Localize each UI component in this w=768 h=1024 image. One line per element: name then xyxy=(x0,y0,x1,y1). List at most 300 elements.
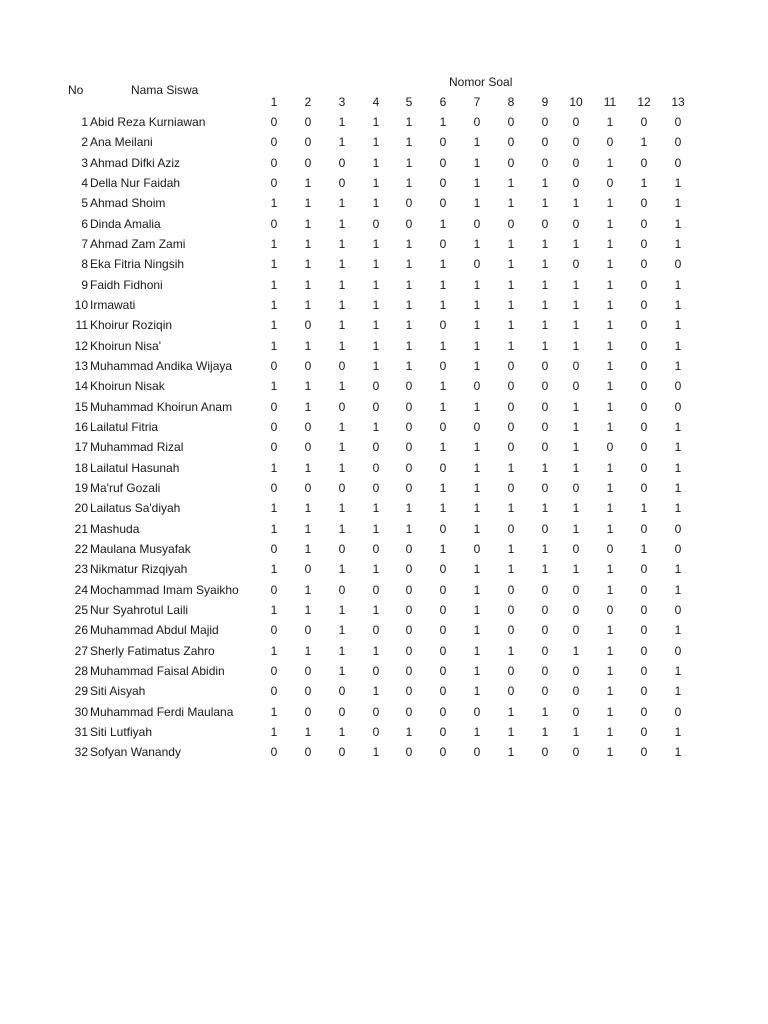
student-name: Sofyan Wanandy xyxy=(90,745,181,760)
score-cell: 1 xyxy=(473,602,481,617)
score-cell: 0 xyxy=(674,704,682,719)
score-cell: 0 xyxy=(541,643,549,658)
score-cell: 0 xyxy=(572,684,580,699)
score-cell: 1 xyxy=(439,379,447,394)
score-cell: 0 xyxy=(304,318,312,333)
score-cell: 1 xyxy=(439,216,447,231)
score-cell: 1 xyxy=(674,216,682,231)
score-cell: 1 xyxy=(473,277,481,292)
score-cell: 0 xyxy=(572,257,580,272)
score-cell: 0 xyxy=(439,359,447,373)
score-cell: 0 xyxy=(372,663,380,678)
score-cell: 1 xyxy=(338,501,346,516)
score-cell: 0 xyxy=(304,745,312,760)
score-cell: 1 xyxy=(541,176,549,190)
score-cell: 1 xyxy=(572,338,580,353)
table-row xyxy=(0,724,768,744)
score-cell: 1 xyxy=(439,298,447,312)
student-name: Ana Meilani xyxy=(90,135,153,150)
score-cell: 1 xyxy=(473,643,481,658)
score-cell: 0 xyxy=(372,399,380,414)
student-name: Ahmad Difki Aziz xyxy=(90,155,181,170)
question-number-header: 3 xyxy=(338,95,346,109)
student-number: 6 xyxy=(81,216,88,231)
table-row xyxy=(0,704,768,724)
score-cell: 1 xyxy=(372,359,380,373)
score-cell: 0 xyxy=(439,704,447,719)
score-cell: 0 xyxy=(304,359,312,373)
score-cell: 1 xyxy=(304,216,312,231)
score-cell: 0 xyxy=(439,176,447,190)
student-name: Khoirur Roziqin xyxy=(90,318,173,333)
score-cell: 0 xyxy=(640,684,648,699)
score-cell: 0 xyxy=(372,440,380,455)
student-number: 15 xyxy=(74,399,88,414)
score-cell: 0 xyxy=(439,643,447,658)
score-cell: 1 xyxy=(372,196,380,211)
score-cell: 0 xyxy=(572,704,580,719)
student-number: 21 xyxy=(74,521,88,536)
score-cell: 1 xyxy=(541,318,549,333)
question-number-header: 11 xyxy=(603,95,617,109)
score-cell: 1 xyxy=(405,359,413,373)
score-cell: 0 xyxy=(270,216,278,231)
score-cell: 1 xyxy=(674,318,682,333)
score-cell: 1 xyxy=(606,501,614,516)
score-cell: 1 xyxy=(541,257,549,272)
score-cell: 1 xyxy=(674,298,682,312)
score-cell: 1 xyxy=(304,257,312,272)
score-cell: 1 xyxy=(338,257,346,272)
score-cell: 0 xyxy=(372,704,380,719)
score-cell: 0 xyxy=(640,277,648,292)
score-cell: 1 xyxy=(439,277,447,292)
score-cell: 1 xyxy=(473,176,481,190)
score-cell: 0 xyxy=(507,684,515,699)
score-cell: 0 xyxy=(541,480,549,495)
score-cell: 1 xyxy=(606,196,614,211)
table-row xyxy=(0,338,768,358)
score-cell: 0 xyxy=(473,704,481,719)
score-cell: 1 xyxy=(507,643,515,658)
student-name: Lailatul Hasunah xyxy=(90,460,180,475)
score-cell: 1 xyxy=(473,338,481,353)
score-cell: 1 xyxy=(473,480,481,495)
table-row xyxy=(0,602,768,622)
table-row xyxy=(0,175,768,195)
score-cell: 1 xyxy=(541,196,549,211)
score-cell: 0 xyxy=(541,684,549,699)
question-number-header: 8 xyxy=(507,95,515,109)
score-cell: 1 xyxy=(270,521,278,536)
score-cell: 0 xyxy=(640,359,648,373)
score-cell: 0 xyxy=(541,663,549,678)
score-cell: 1 xyxy=(606,338,614,353)
score-cell: 1 xyxy=(640,501,648,516)
score-cell: 0 xyxy=(405,663,413,678)
score-cell: 0 xyxy=(338,480,346,495)
score-cell: 1 xyxy=(572,399,580,414)
score-cell: 0 xyxy=(405,643,413,658)
score-cell: 0 xyxy=(606,602,614,617)
score-cell: 1 xyxy=(473,684,481,699)
score-cell: 0 xyxy=(507,582,515,597)
table-row xyxy=(0,155,768,175)
score-cell: 1 xyxy=(372,684,380,699)
score-cell: 0 xyxy=(304,440,312,455)
score-cell: 1 xyxy=(372,643,380,658)
table-row xyxy=(0,622,768,642)
score-cell: 0 xyxy=(270,745,278,760)
score-cell: 1 xyxy=(270,460,278,475)
score-cell: 0 xyxy=(405,419,413,434)
score-cell: 1 xyxy=(405,724,413,739)
score-cell: 1 xyxy=(606,155,614,170)
score-cell: 1 xyxy=(606,277,614,292)
score-cell: 1 xyxy=(507,562,515,577)
score-cell: 0 xyxy=(640,745,648,760)
table-row xyxy=(0,399,768,419)
score-cell: 1 xyxy=(572,196,580,211)
score-cell: 0 xyxy=(372,724,380,739)
score-cell: 1 xyxy=(572,501,580,516)
score-cell: 1 xyxy=(372,155,380,170)
score-cell: 1 xyxy=(338,643,346,658)
student-number: 16 xyxy=(74,419,88,434)
score-cell: 1 xyxy=(405,237,413,251)
table-row xyxy=(0,195,768,215)
table-row xyxy=(0,480,768,500)
score-cell: 1 xyxy=(674,237,682,251)
score-cell: 1 xyxy=(507,501,515,516)
score-cell: 1 xyxy=(507,298,515,312)
score-cell: 1 xyxy=(405,277,413,292)
score-cell: 1 xyxy=(304,338,312,353)
score-cell: 0 xyxy=(372,541,380,556)
score-cell: 1 xyxy=(304,541,312,556)
question-number-header: 12 xyxy=(637,95,651,109)
score-cell: 1 xyxy=(338,419,346,434)
score-cell: 1 xyxy=(541,460,549,475)
score-cell: 1 xyxy=(338,298,346,312)
score-cell: 1 xyxy=(541,237,549,251)
score-cell: 1 xyxy=(372,277,380,292)
score-cell: 0 xyxy=(405,704,413,719)
score-cell: 1 xyxy=(606,521,614,536)
score-cell: 0 xyxy=(439,724,447,739)
score-cell: 1 xyxy=(405,176,413,190)
score-cell: 1 xyxy=(338,602,346,617)
score-cell: 1 xyxy=(338,460,346,475)
score-cell: 1 xyxy=(439,541,447,556)
score-cell: 1 xyxy=(674,745,682,760)
score-cell: 0 xyxy=(640,155,648,170)
score-cell: 0 xyxy=(674,541,682,556)
score-cell: 0 xyxy=(270,176,278,190)
score-cell: 1 xyxy=(338,135,346,150)
student-number: 2 xyxy=(81,135,88,150)
score-cell: 1 xyxy=(572,460,580,475)
student-name: Mochammad Imam Syaikho xyxy=(90,582,239,597)
score-cell: 0 xyxy=(372,216,380,231)
score-cell: 1 xyxy=(338,562,346,577)
score-cell: 1 xyxy=(338,379,346,394)
score-cell: 1 xyxy=(304,724,312,739)
score-cell: 1 xyxy=(405,521,413,536)
score-cell: 0 xyxy=(304,623,312,638)
student-name: Siti Aisyah xyxy=(90,684,146,699)
score-cell: 1 xyxy=(338,623,346,638)
score-cell: 1 xyxy=(338,277,346,292)
student-name: Ma'ruf Gozali xyxy=(90,480,161,495)
question-number-header: 4 xyxy=(372,95,380,109)
score-cell: 1 xyxy=(304,582,312,597)
score-cell: 1 xyxy=(405,318,413,333)
score-cell: 1 xyxy=(606,562,614,577)
score-cell: 1 xyxy=(270,704,278,719)
column-group-header-question-number: Nomor Soal xyxy=(449,75,513,89)
score-cell: 0 xyxy=(439,521,447,536)
score-cell: 0 xyxy=(338,745,346,760)
table-row xyxy=(0,500,768,520)
score-cell: 1 xyxy=(372,176,380,190)
score-cell: 0 xyxy=(439,196,447,211)
student-number: 20 xyxy=(74,501,88,516)
student-name: Nur Syahrotul Laili xyxy=(90,602,189,617)
score-cell: 1 xyxy=(507,704,515,719)
score-cell: 1 xyxy=(405,501,413,516)
score-cell: 1 xyxy=(606,298,614,312)
score-cell: 0 xyxy=(674,155,682,170)
score-cell: 0 xyxy=(405,440,413,455)
score-cell: 1 xyxy=(674,582,682,597)
student-number: 11 xyxy=(75,318,88,333)
student-number: 25 xyxy=(74,602,88,617)
score-cell: 1 xyxy=(439,501,447,516)
score-cell: 1 xyxy=(304,460,312,475)
score-cell: 1 xyxy=(304,379,312,394)
score-cell: 0 xyxy=(270,359,278,373)
student-number: 30 xyxy=(74,704,88,719)
score-cell: 1 xyxy=(606,480,614,495)
score-cell: 0 xyxy=(640,460,648,475)
score-cell: 0 xyxy=(405,196,413,211)
score-cell: 0 xyxy=(338,359,346,373)
score-cell: 1 xyxy=(674,480,682,495)
score-cell: 1 xyxy=(606,216,614,231)
score-cell: 0 xyxy=(507,623,515,638)
score-cell: 1 xyxy=(372,419,380,434)
score-cell: 0 xyxy=(541,521,549,536)
score-cell: 1 xyxy=(606,745,614,760)
score-cell: 0 xyxy=(270,399,278,414)
score-cell: 1 xyxy=(572,277,580,292)
score-cell: 1 xyxy=(372,318,380,333)
score-cell: 1 xyxy=(640,541,648,556)
score-cell: 1 xyxy=(473,623,481,638)
student-number: 28 xyxy=(74,663,88,678)
column-header-name: Nama Siswa xyxy=(131,83,199,97)
table-row xyxy=(0,683,768,703)
score-cell: 1 xyxy=(674,338,682,353)
student-name: Dinda Amalia xyxy=(90,216,161,231)
student-name: Siti Lutfiyah xyxy=(90,724,153,739)
score-cell: 1 xyxy=(541,724,549,739)
score-cell: 0 xyxy=(507,379,515,394)
score-cell: 1 xyxy=(473,460,481,475)
score-cell: 1 xyxy=(304,602,312,617)
score-cell: 1 xyxy=(372,237,380,251)
score-cell: 0 xyxy=(405,399,413,414)
score-cell: 1 xyxy=(606,359,614,373)
score-cell: 0 xyxy=(473,745,481,760)
question-number-header: 7 xyxy=(473,95,481,109)
score-cell: 0 xyxy=(640,602,648,617)
question-number-header: 10 xyxy=(569,95,583,109)
table-row xyxy=(0,256,768,276)
score-cell: 1 xyxy=(606,318,614,333)
score-cell: 1 xyxy=(439,115,447,129)
score-cell: 1 xyxy=(572,562,580,577)
score-cell: 0 xyxy=(304,704,312,719)
score-cell: 1 xyxy=(473,135,481,150)
table-row xyxy=(0,317,768,337)
score-cell: 0 xyxy=(640,216,648,231)
score-cell: 0 xyxy=(473,379,481,394)
score-cell: 1 xyxy=(541,298,549,312)
table-row xyxy=(0,216,768,236)
score-cell: 0 xyxy=(439,562,447,577)
score-cell: 0 xyxy=(541,379,549,394)
score-cell: 1 xyxy=(304,399,312,414)
score-cell: 0 xyxy=(405,745,413,760)
table-row xyxy=(0,297,768,317)
score-cell: 1 xyxy=(405,338,413,353)
score-cell: 0 xyxy=(507,216,515,231)
score-cell: 1 xyxy=(606,115,614,129)
score-cell: 1 xyxy=(507,237,515,251)
score-cell: 1 xyxy=(473,155,481,170)
score-cell: 1 xyxy=(572,419,580,434)
score-cell: 0 xyxy=(270,440,278,455)
score-cell: 0 xyxy=(640,623,648,638)
question-number-header: 2 xyxy=(304,95,312,109)
table-row xyxy=(0,134,768,154)
score-cell: 0 xyxy=(674,379,682,394)
score-cell: 1 xyxy=(338,196,346,211)
score-cell: 0 xyxy=(640,582,648,597)
score-cell: 1 xyxy=(439,257,447,272)
score-cell: 1 xyxy=(674,623,682,638)
student-number: 12 xyxy=(74,338,88,353)
score-cell: 1 xyxy=(372,338,380,353)
score-cell: 1 xyxy=(541,501,549,516)
score-cell: 1 xyxy=(304,196,312,211)
score-cell: 0 xyxy=(541,135,549,150)
score-cell: 1 xyxy=(439,440,447,455)
score-cell: 1 xyxy=(372,115,380,129)
score-cell: 1 xyxy=(674,176,682,190)
score-cell: 1 xyxy=(606,684,614,699)
score-cell: 1 xyxy=(606,582,614,597)
score-cell: 0 xyxy=(439,155,447,170)
score-cell: 0 xyxy=(674,643,682,658)
table-row xyxy=(0,521,768,541)
score-cell: 0 xyxy=(405,480,413,495)
score-cell: 1 xyxy=(338,663,346,678)
score-cell: 0 xyxy=(640,237,648,251)
score-cell: 0 xyxy=(338,541,346,556)
score-cell: 0 xyxy=(572,663,580,678)
score-cell: 1 xyxy=(640,135,648,150)
score-cell: 0 xyxy=(372,582,380,597)
score-cell: 1 xyxy=(507,196,515,211)
score-cell: 0 xyxy=(372,480,380,495)
score-cell: 0 xyxy=(405,460,413,475)
question-number-header: 6 xyxy=(439,95,447,109)
score-cell: 0 xyxy=(541,602,549,617)
score-cell: 1 xyxy=(405,155,413,170)
score-cell: 1 xyxy=(338,318,346,333)
score-cell: 0 xyxy=(541,419,549,434)
score-cell: 1 xyxy=(507,724,515,739)
score-cell: 0 xyxy=(507,521,515,536)
student-number: 22 xyxy=(74,541,88,556)
score-cell: 1 xyxy=(270,724,278,739)
score-cell: 1 xyxy=(507,460,515,475)
score-cell: 0 xyxy=(640,338,648,353)
score-cell: 0 xyxy=(304,480,312,495)
score-cell: 1 xyxy=(439,338,447,353)
table-row xyxy=(0,277,768,297)
score-cell: 1 xyxy=(541,562,549,577)
score-cell: 1 xyxy=(572,237,580,251)
score-cell: 1 xyxy=(606,724,614,739)
score-cell: 0 xyxy=(572,602,580,617)
score-cell: 1 xyxy=(372,257,380,272)
score-cell: 1 xyxy=(405,115,413,129)
score-cell: 0 xyxy=(674,135,682,150)
score-cell: 0 xyxy=(606,176,614,190)
score-cell: 1 xyxy=(338,338,346,353)
score-cell: 0 xyxy=(541,399,549,414)
score-cell: 0 xyxy=(640,257,648,272)
score-cell: 1 xyxy=(405,298,413,312)
score-cell: 1 xyxy=(674,196,682,211)
score-cell: 0 xyxy=(439,623,447,638)
student-name: Muhammad Khoirun Anam xyxy=(90,399,233,414)
student-number: 3 xyxy=(81,155,88,170)
score-cell: 0 xyxy=(304,663,312,678)
score-cell: 1 xyxy=(338,724,346,739)
score-cell: 0 xyxy=(270,155,278,170)
student-number: 8 xyxy=(81,257,88,272)
score-cell: 0 xyxy=(338,176,346,190)
score-cell: 0 xyxy=(640,480,648,495)
score-cell: 1 xyxy=(270,257,278,272)
score-cell: 0 xyxy=(572,480,580,495)
score-cell: 0 xyxy=(372,623,380,638)
student-name: Irmawati xyxy=(90,298,136,312)
score-cell: 0 xyxy=(439,419,447,434)
score-cell: 0 xyxy=(640,704,648,719)
score-cell: 0 xyxy=(541,623,549,638)
score-cell: 1 xyxy=(507,745,515,760)
column-header-no: No xyxy=(68,83,84,97)
score-cell: 0 xyxy=(338,704,346,719)
score-cell: 0 xyxy=(473,216,481,231)
score-cell: 1 xyxy=(674,277,682,292)
